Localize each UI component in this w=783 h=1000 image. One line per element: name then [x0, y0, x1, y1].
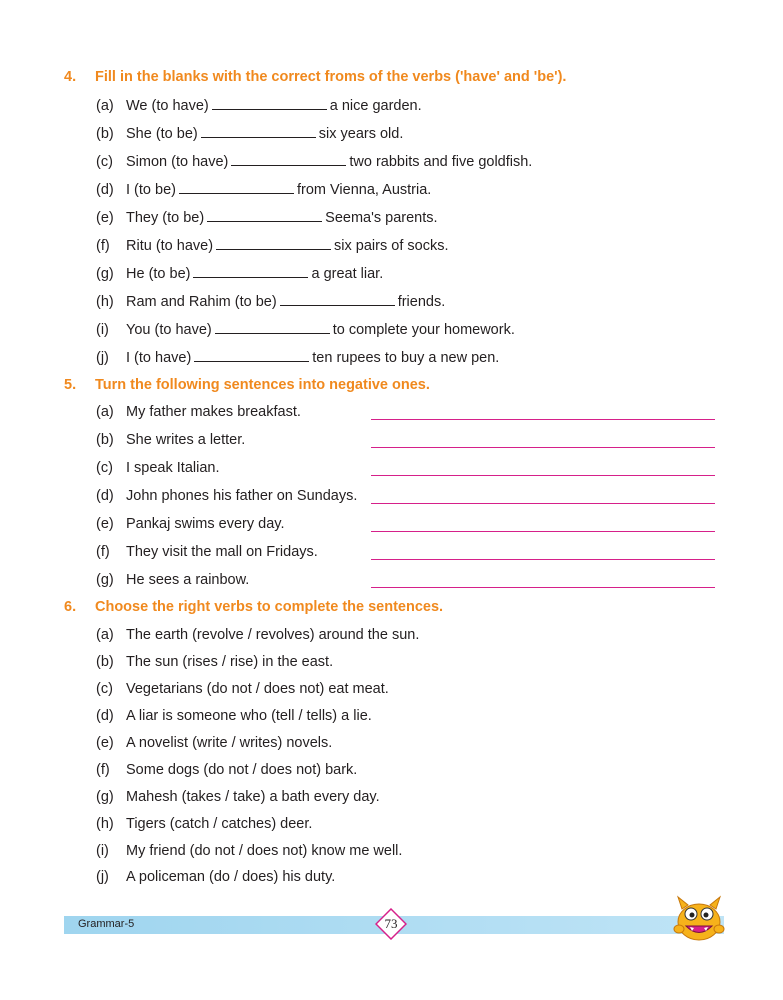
list-item [96, 654, 333, 670]
item-text: He sees a rainbow. [126, 572, 250, 588]
item-label: (c) [96, 460, 113, 476]
item-label: (c) [96, 681, 113, 697]
item-text-before: I (to be) [126, 182, 176, 198]
item-label: (i) [96, 322, 109, 338]
list-item [96, 789, 380, 805]
item-text-before: You (to have) [126, 322, 212, 338]
list-item [96, 153, 532, 170]
item-text-after: six years old. [318, 126, 404, 142]
item-text: The sun (rises / rise) in the east. [126, 654, 334, 670]
item-text-after: friends. [397, 294, 446, 310]
item-label: (b) [96, 126, 114, 142]
question-5-heading [64, 377, 430, 393]
item-label: (f) [96, 238, 110, 254]
list-item [96, 125, 403, 142]
list-item [96, 544, 318, 560]
fill-in-blank[interactable] [215, 321, 330, 334]
fill-in-blank[interactable] [280, 293, 395, 306]
item-label: (h) [96, 816, 114, 832]
item-text-before: Ritu (to have) [126, 238, 214, 254]
answer-line[interactable] [371, 531, 715, 532]
item-label: (h) [96, 294, 114, 310]
list-item [96, 321, 515, 338]
item-text: Mahesh (takes / take) a bath every day. [126, 789, 380, 805]
item-label: (a) [96, 98, 114, 114]
list-item [96, 293, 445, 310]
item-text: John phones his father on Sundays. [126, 488, 358, 504]
monster-mascot-icon [672, 893, 726, 943]
list-item [96, 265, 383, 282]
item-text-before: They (to be) [126, 210, 205, 226]
item-text-after: Seema's parents. [325, 210, 438, 226]
answer-line[interactable] [371, 447, 715, 448]
list-item [96, 488, 357, 504]
fill-in-blank[interactable] [193, 265, 308, 278]
item-text-before: She (to be) [126, 126, 198, 142]
item-text-after: six pairs of socks. [334, 238, 449, 254]
list-item [96, 627, 419, 643]
question-instruction: Choose the right verbs to complete the sentences. [95, 599, 444, 615]
fill-in-blank[interactable] [231, 153, 346, 166]
fill-in-blank[interactable] [212, 97, 327, 110]
question-number: 6. [64, 599, 77, 615]
item-label: (a) [96, 627, 114, 643]
item-text-after: a nice garden. [329, 98, 422, 114]
item-text-after: to complete your homework. [332, 322, 515, 338]
item-label: (j) [96, 350, 109, 366]
item-text-after: ten rupees to buy a new pen. [312, 350, 500, 366]
question-number: 4. [64, 69, 77, 85]
list-item [96, 681, 389, 697]
fill-in-blank[interactable] [216, 237, 331, 250]
item-label: (a) [96, 404, 114, 420]
list-item [96, 708, 372, 724]
question-4-heading [64, 69, 566, 85]
answer-line[interactable] [371, 475, 715, 476]
question-instruction: Turn the following sentences into negative ones. [95, 377, 430, 393]
list-item [96, 432, 245, 448]
item-label: (e) [96, 210, 114, 226]
item-text: My father makes breakfast. [126, 404, 301, 420]
fill-in-blank[interactable] [179, 181, 294, 194]
question-instruction: Fill in the blanks with the correct froms of the verbs ('have' and 'be'). [95, 69, 567, 85]
list-item [96, 572, 249, 588]
item-text-before: He (to be) [126, 266, 191, 282]
list-item [96, 869, 335, 885]
item-text: My friend (do not / does not) know me well. [126, 843, 403, 859]
question-6-heading [64, 599, 443, 615]
item-text-before: I (to have) [126, 350, 192, 366]
item-text: A policeman (do / does) his duty. [126, 869, 336, 885]
fill-in-blank[interactable] [201, 125, 316, 138]
answer-line[interactable] [371, 559, 715, 560]
item-label: (d) [96, 708, 114, 724]
list-item [96, 735, 332, 751]
question-number: 5. [64, 377, 77, 393]
item-text: Tigers (catch / catches) deer. [126, 816, 313, 832]
list-item [96, 460, 220, 476]
item-label: (j) [96, 869, 109, 885]
list-item [96, 404, 301, 420]
item-label: (e) [96, 735, 114, 751]
list-item [96, 237, 448, 254]
item-text-after: a great liar. [311, 266, 384, 282]
item-text-before: Ram and Rahim (to be) [126, 294, 277, 310]
page-number: 73 [384, 916, 398, 931]
item-label: (e) [96, 516, 114, 532]
item-label: (i) [96, 843, 109, 859]
item-label: (b) [96, 654, 114, 670]
item-label: (g) [96, 789, 114, 805]
item-label: (d) [96, 488, 114, 504]
answer-line[interactable] [371, 503, 715, 504]
item-text-before: Simon (to have) [126, 154, 229, 170]
item-label: (g) [96, 266, 114, 282]
item-text: A liar is someone who (tell / tells) a lie. [126, 708, 372, 724]
item-text: Pankaj swims every day. [126, 516, 285, 532]
fill-in-blank[interactable] [194, 349, 309, 362]
item-text: They visit the mall on Fridays. [126, 544, 318, 560]
list-item [96, 97, 422, 114]
list-item [96, 516, 284, 532]
list-item [96, 349, 499, 366]
item-text: Some dogs (do not / does not) bark. [126, 762, 358, 778]
item-label: (c) [96, 154, 113, 170]
item-text: She writes a letter. [126, 432, 246, 448]
answer-line[interactable] [371, 419, 715, 420]
item-text-after: two rabbits and five goldfish. [349, 154, 533, 170]
list-item [96, 816, 312, 832]
item-label: (b) [96, 432, 114, 448]
list-item [96, 209, 438, 226]
list-item [96, 762, 357, 778]
item-text: Vegetarians (do not / does not) eat meat. [126, 681, 389, 697]
item-label: (d) [96, 182, 114, 198]
item-text-before: We (to have) [126, 98, 209, 114]
item-text: The earth (revolve / revolves) around the sun. [126, 627, 420, 643]
item-text-after: from Vienna, Austria. [296, 182, 432, 198]
answer-line[interactable] [371, 587, 715, 588]
list-item [96, 843, 402, 859]
book-title: Grammar-5 [78, 918, 135, 930]
item-text: I speak Italian. [126, 460, 220, 476]
list-item [96, 181, 431, 198]
fill-in-blank[interactable] [207, 209, 322, 222]
item-label: (f) [96, 762, 110, 778]
item-label: (g) [96, 572, 114, 588]
item-label: (f) [96, 544, 110, 560]
item-text: A novelist (write / writes) novels. [126, 735, 333, 751]
